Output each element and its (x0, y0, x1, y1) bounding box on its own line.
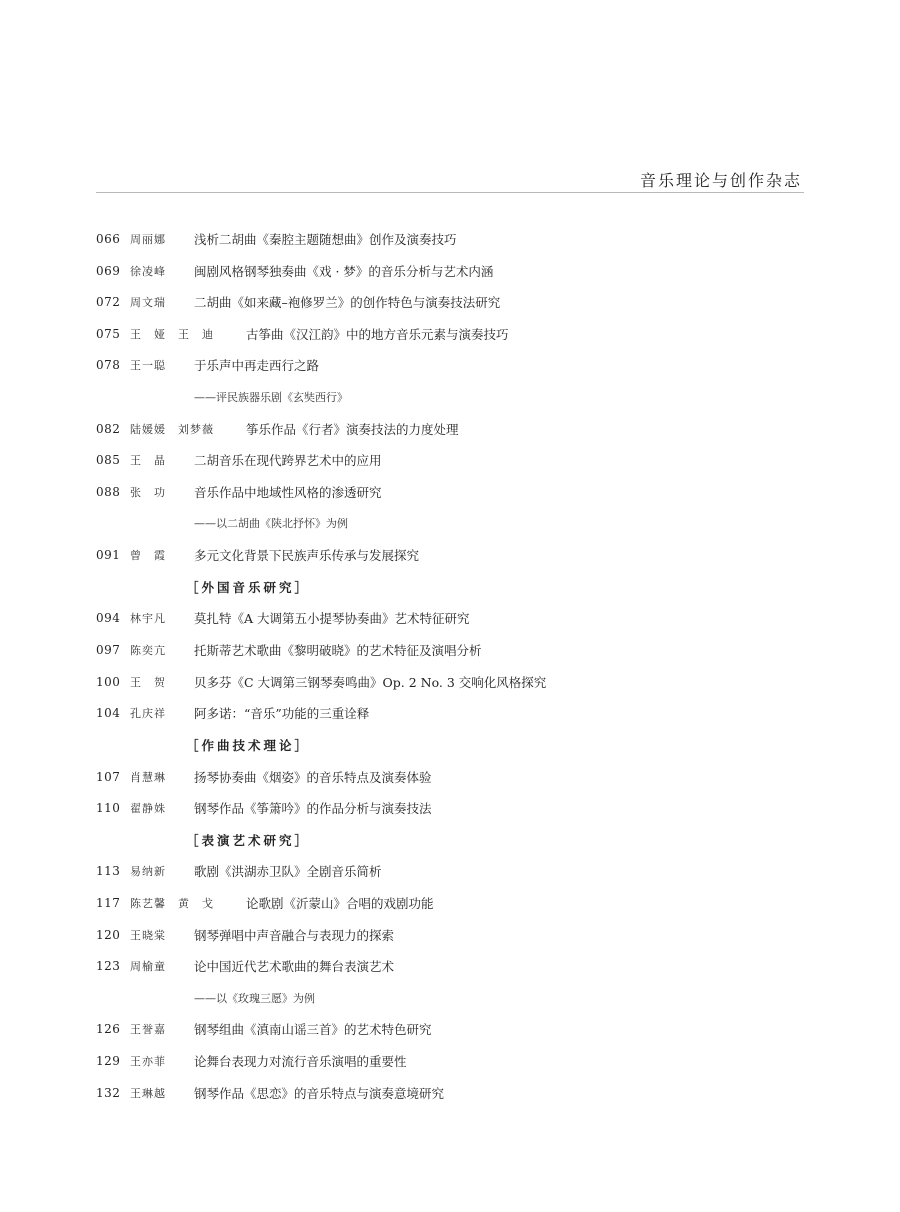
toc-section-row (96, 572, 804, 604)
toc-author: 易纳新 (130, 865, 166, 879)
toc-author: 翟静姝 (130, 802, 166, 816)
toc-section-row (96, 730, 804, 762)
toc-entry (96, 951, 804, 983)
toc-author: 王誉嘉 (130, 1023, 166, 1037)
toc-article-title: 扬琴协奏曲《烟姿》的音乐特点及演奏体验 (194, 769, 432, 785)
toc-author: 陆媛媛 刘梦薇 (130, 422, 214, 436)
toc-article-title: 论歌剧《沂蒙山》合唱的戏剧功能 (246, 896, 434, 912)
toc-page-number: 082 (96, 421, 121, 436)
toc-page-number: 075 (96, 326, 121, 341)
toc-article-title: 莫扎特《A 大调第五小提琴协奏曲》艺术特征研究 (194, 611, 470, 627)
toc-page-number: 107 (96, 769, 121, 784)
toc-author: 王 贺 (130, 675, 166, 689)
toc-article-title: 筝乐作品《行者》演奏技法的力度处理 (246, 421, 459, 437)
toc-page-number: 078 (96, 358, 121, 373)
toc-author: 陈艺馨 黄 戈 (130, 897, 214, 911)
toc-article-title: 歌剧《洪湖赤卫队》全剧音乐简析 (194, 864, 382, 880)
toc-page-number: 066 (96, 232, 121, 246)
toc-page-number: 072 (96, 295, 121, 310)
toc-article-title: 闽剧风格钢琴独奏曲《戏 · 梦》的音乐分析与艺术内涵 (194, 263, 494, 279)
toc-section-heading: ［外国音乐研究］ (186, 579, 311, 595)
toc-page-number: 088 (96, 484, 121, 499)
toc-author: 周榆童 (130, 960, 166, 974)
toc-author: 曾 霞 (130, 548, 166, 562)
toc-article-title: 钢琴组曲《滇南山谣三首》的艺术特色研究 (194, 1022, 432, 1038)
toc-entry (96, 698, 804, 730)
toc-article-title: 贝多芬《C 大调第三钢琴奏鸣曲》Op. 2 No. 3 交响化风格探究 (194, 674, 547, 690)
toc-page-number: 100 (96, 674, 121, 689)
toc-page-number: 085 (96, 453, 121, 468)
toc-entry (96, 445, 804, 477)
toc-author: 王一聪 (130, 359, 166, 373)
toc-page-number: 120 (96, 927, 121, 942)
toc-author: 王 娅 王 迪 (130, 327, 214, 341)
toc-entry (96, 1014, 804, 1046)
toc-article-subtitle: ——以《玫瑰三愿》为例 (194, 991, 315, 1005)
toc-article-title: 多元文化背景下民族声乐传承与发展探究 (194, 547, 420, 563)
toc-page-number: 097 (96, 642, 121, 657)
toc-article-title: 钢琴作品《筝箫吟》的作品分析与演奏技法 (194, 801, 432, 817)
toc-article-title: 于乐声中再走西行之路 (194, 358, 320, 374)
toc-page-number: 104 (96, 706, 121, 721)
toc-entry (96, 256, 804, 288)
toc-section-row (96, 825, 804, 857)
toc-subtitle-row (96, 508, 804, 540)
toc-author: 王晓棠 (130, 928, 166, 942)
toc-author: 肖慧琳 (130, 770, 166, 784)
toc-entry (96, 540, 804, 572)
toc-page-number: 123 (96, 959, 121, 974)
toc-author: 王亦菲 (130, 1055, 166, 1069)
toc-page-number: 110 (96, 801, 121, 816)
toc-article-subtitle: ——以二胡曲《陕北抒怀》为例 (194, 517, 348, 531)
toc-article-title: 音乐作品中地域性风格的渗透研究 (194, 484, 382, 500)
toc-entry (96, 287, 804, 319)
toc-page-number: 117 (96, 896, 121, 911)
toc-entry (96, 1078, 804, 1110)
toc-article-title: 钢琴弹唱中声音融合与表现力的探索 (194, 927, 395, 943)
toc-article-title: 论舞台表现力对流行音乐演唱的重要性 (194, 1054, 407, 1070)
toc-entry (96, 224, 804, 256)
toc-section-heading: ［表演艺术研究］ (186, 832, 311, 848)
toc-author: 孔庆祥 (130, 707, 166, 721)
toc-author: 周文瑞 (130, 296, 166, 310)
toc-entry (96, 603, 804, 635)
toc-author: 王琳越 (130, 1086, 166, 1100)
toc-page-number: 069 (96, 263, 121, 278)
table-of-contents (96, 224, 804, 1109)
toc-author: 周丽娜 (130, 233, 166, 246)
toc-entry (96, 667, 804, 699)
toc-subtitle-row (96, 382, 804, 414)
toc-article-title: 托斯蒂艺术歌曲《黎明破晓》的艺术特征及演唱分析 (194, 642, 482, 658)
toc-author: 徐凌峰 (130, 264, 166, 278)
toc-page-number: 126 (96, 1022, 121, 1037)
toc-entry (96, 1046, 804, 1078)
toc-entry (96, 888, 804, 920)
toc-article-title: 古筝曲《汉江韵》中的地方音乐元素与演奏技巧 (246, 326, 509, 342)
toc-entry (96, 920, 804, 952)
journal-title: 音乐理论与创作杂志 (639, 171, 802, 190)
toc-page-number: 091 (96, 547, 121, 562)
toc-subtitle-row (96, 983, 804, 1015)
toc-author: 张 功 (130, 485, 166, 499)
toc-author: 陈奕亢 (130, 643, 166, 657)
toc-article-title: 阿多诺：“音乐”功能的三重诠释 (194, 706, 370, 722)
toc-entry (96, 350, 804, 382)
toc-page-number: 094 (96, 611, 121, 626)
toc-page-number: 132 (96, 1085, 121, 1100)
toc-page-number: 113 (96, 864, 121, 879)
toc-article-title: 浅析二胡曲《秦腔主题随想曲》创作及演奏技巧 (194, 232, 457, 247)
toc-entry (96, 635, 804, 667)
toc-author: 林宇凡 (130, 612, 166, 626)
toc-entry (96, 319, 804, 351)
toc-entry (96, 762, 804, 794)
toc-section-heading: ［作曲技术理论］ (186, 737, 311, 753)
toc-article-title: 二胡曲《如来藏–袍修罗兰》的创作特色与演奏技法研究 (194, 295, 501, 311)
toc-entry (96, 856, 804, 888)
toc-article-title: 论中国近代艺术歌曲的舞台表演艺术 (194, 959, 395, 975)
journal-header (96, 164, 804, 193)
toc-entry (96, 793, 804, 825)
toc-article-subtitle: ——评民族器乐剧《玄奘西行》 (194, 390, 348, 404)
toc-entry (96, 414, 804, 446)
toc-article-title: 钢琴作品《思恋》的音乐特点与演奏意境研究 (194, 1085, 445, 1101)
toc-entry (96, 477, 804, 509)
toc-author: 王 晶 (130, 454, 166, 468)
toc-article-title: 二胡音乐在现代跨界艺术中的应用 (194, 453, 382, 469)
toc-page-number: 129 (96, 1054, 121, 1069)
